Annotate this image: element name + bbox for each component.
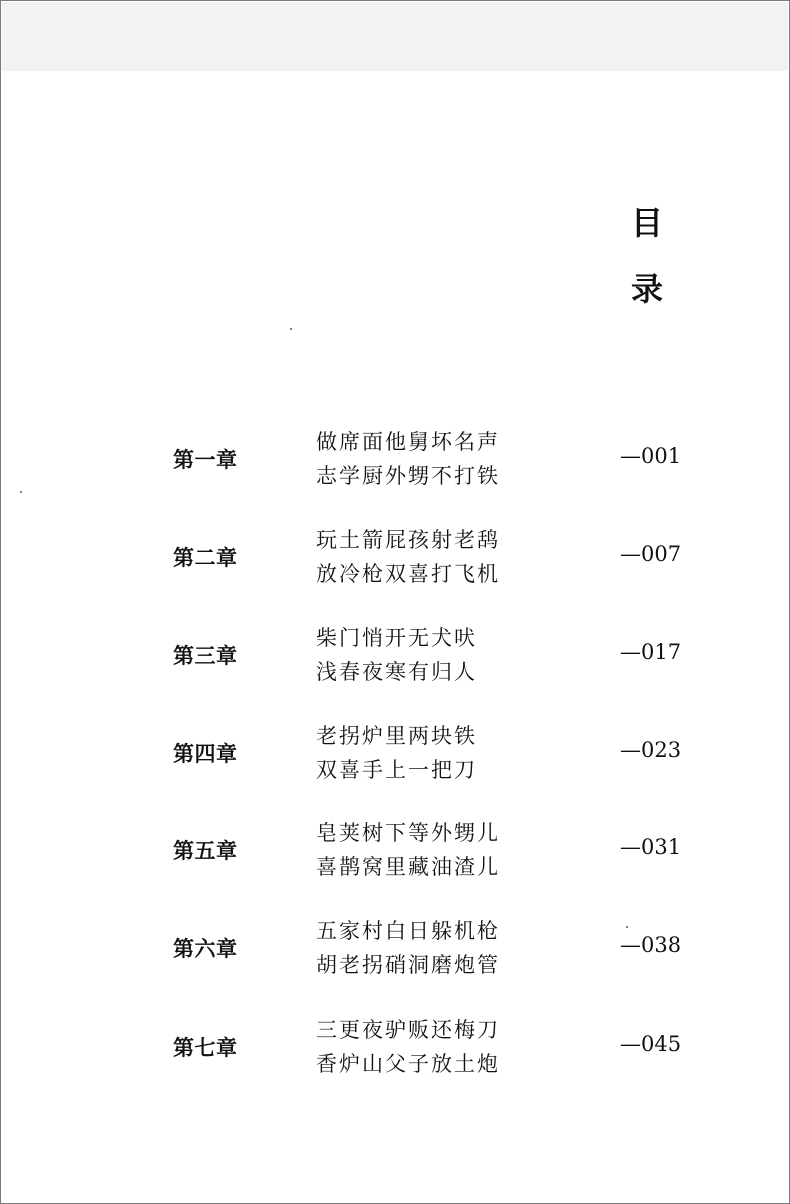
page-number: —031	[620, 835, 682, 859]
chapter-label: 第四章	[173, 741, 238, 766]
chapter-label: 第二章	[173, 545, 238, 570]
page-number: —023	[620, 738, 682, 762]
chapter-title-line-2: 放冷枪双喜打飞机	[316, 562, 500, 586]
chapter-label: 第六章	[173, 936, 238, 961]
page-number: —001	[620, 444, 682, 468]
chapter-title	[316, 1013, 500, 1081]
chapter-title-line-2: 胡老拐硝洞磨炮管	[316, 953, 500, 977]
toc-entry-7[interactable]	[1, 1013, 790, 1083]
chapter-label: 第五章	[173, 838, 238, 863]
toc-title-char-1: 目	[631, 204, 664, 242]
toc-title-char-2: 录	[631, 270, 664, 308]
chapter-title-line-2: 双喜手上一把刀	[316, 758, 477, 782]
scan-speck	[290, 328, 292, 330]
chapter-title	[316, 523, 500, 591]
chapter-title-line-1: 三更夜驴贩还梅刀	[316, 1018, 500, 1042]
chapter-title-line-1: 做席面他舅坏名声	[316, 430, 500, 454]
chapter-title-line-1: 老拐炉里两块铁	[316, 724, 477, 748]
chapter-title-line-2: 志学厨外甥不打铁	[316, 464, 500, 488]
scan-top-band	[2, 2, 788, 71]
scan-speck	[20, 491, 22, 493]
toc-entry-5[interactable]	[1, 816, 790, 886]
toc-entry-1[interactable]	[1, 425, 790, 495]
chapter-title-line-2: 浅春夜寒有归人	[316, 660, 477, 684]
chapter-title-line-2: 香炉山父子放土炮	[316, 1052, 500, 1076]
page-number: —007	[620, 542, 682, 566]
chapter-title	[316, 816, 500, 884]
scan-speck	[626, 926, 628, 928]
toc-entry-2[interactable]	[1, 523, 790, 593]
page-number: —045	[620, 1032, 682, 1056]
page-number: —038	[620, 933, 682, 957]
chapter-title	[316, 425, 500, 493]
toc-entry-4[interactable]	[1, 719, 790, 789]
page-number: —017	[620, 640, 682, 664]
chapter-title-line-1: 玩土箭屁孩射老鸹	[316, 528, 500, 552]
chapter-title	[316, 719, 477, 787]
chapter-title	[316, 914, 500, 982]
chapter-title-line-1: 柴门悄开无犬吠	[316, 626, 477, 650]
chapter-title-line-2: 喜鹊窝里藏油渣儿	[316, 855, 500, 879]
chapter-label: 第三章	[173, 643, 238, 668]
chapter-title-line-1: 皂荚树下等外甥儿	[316, 821, 500, 845]
toc-entry-6[interactable]	[1, 914, 790, 984]
chapter-title-line-1: 五家村白日躲机枪	[316, 919, 500, 943]
chapter-title	[316, 621, 477, 689]
toc-entry-3[interactable]	[1, 621, 790, 691]
chapter-label: 第七章	[173, 1035, 238, 1060]
chapter-label: 第一章	[173, 447, 238, 472]
